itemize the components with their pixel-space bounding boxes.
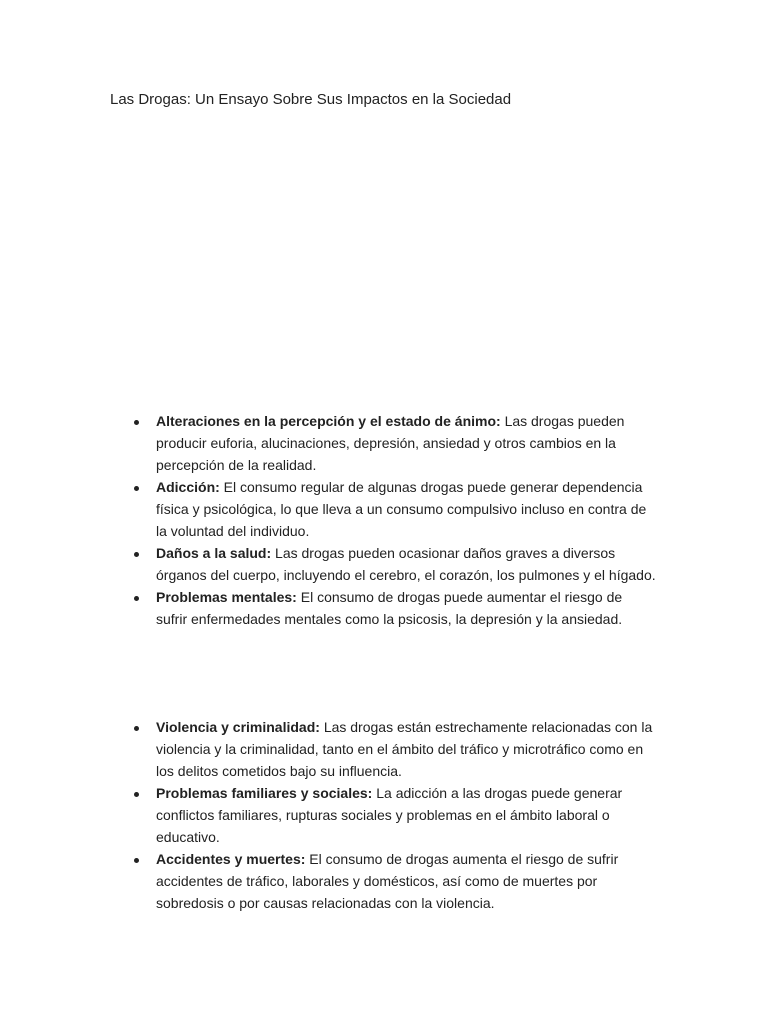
item-term: Adicción:: [156, 479, 220, 495]
document-title: Las Drogas: Un Ensayo Sobre Sus Impactos en la Sociedad: [110, 91, 512, 108]
item-term: Accidentes y muertes:: [156, 851, 306, 867]
item-term: Problemas familiares y sociales:: [156, 785, 373, 801]
item-term: Problemas mentales:: [156, 589, 297, 605]
list-item: [156, 586, 656, 630]
item-text: Las drogas pueden producir euforia, alucinaciones, depresión, ansiedad y otros cambios en la percepción de la realidad.: [156, 413, 625, 473]
item-text: Las drogas pueden ocasionar daños graves a diversos órganos del cuerpo, incluyendo el cerebro, el corazón, los pulmones y el hígado.: [156, 545, 656, 583]
bullet-icon: [134, 596, 139, 601]
list-item: [156, 782, 656, 848]
bullet-icon: [134, 552, 139, 557]
bullet-icon: [134, 792, 139, 797]
bullet-icon: [134, 486, 139, 491]
list-item: [156, 716, 656, 782]
item-term: Violencia y criminalidad:: [156, 719, 320, 735]
list-item: [156, 542, 656, 586]
list-item: [156, 410, 656, 476]
item-text: El consumo regular de algunas drogas puede generar dependencia física y psicológica, lo que lleva a un consumo compulsivo incluso en contra de la voluntad del individuo.: [156, 479, 647, 539]
bullet-icon: [134, 726, 139, 731]
item-text: El consumo de drogas puede aumentar el riesgo de sufrir enfermedades mentales como la psicosis, la depresión y la ansiedad.: [156, 589, 623, 627]
individual-effects-list: [0, 410, 768, 630]
item-text: Las drogas están estrechamente relacionadas con la violencia y la criminalidad, tanto en el ámbito del tráfico y microtráfico como en los delitos cometidos bajo su influencia.: [156, 719, 653, 779]
bullet-icon: [134, 858, 139, 863]
list-item: [156, 848, 656, 914]
social-effects-list: [0, 716, 768, 914]
item-term: Daños a la salud:: [156, 545, 272, 561]
item-term: Alteraciones en la percepción y el estado de ánimo:: [156, 413, 501, 429]
list-item: [156, 476, 656, 542]
bullet-icon: [134, 420, 139, 425]
item-text: La adicción a las drogas puede generar conflictos familiares, rupturas sociales y problemas en el ámbito laboral o educativo.: [156, 785, 623, 845]
item-text: El consumo de drogas aumenta el riesgo de sufrir accidentes de tráfico, laborales y domésticos, así como de muertes por sobredosis o por causas relacionadas con la violencia.: [156, 851, 619, 911]
